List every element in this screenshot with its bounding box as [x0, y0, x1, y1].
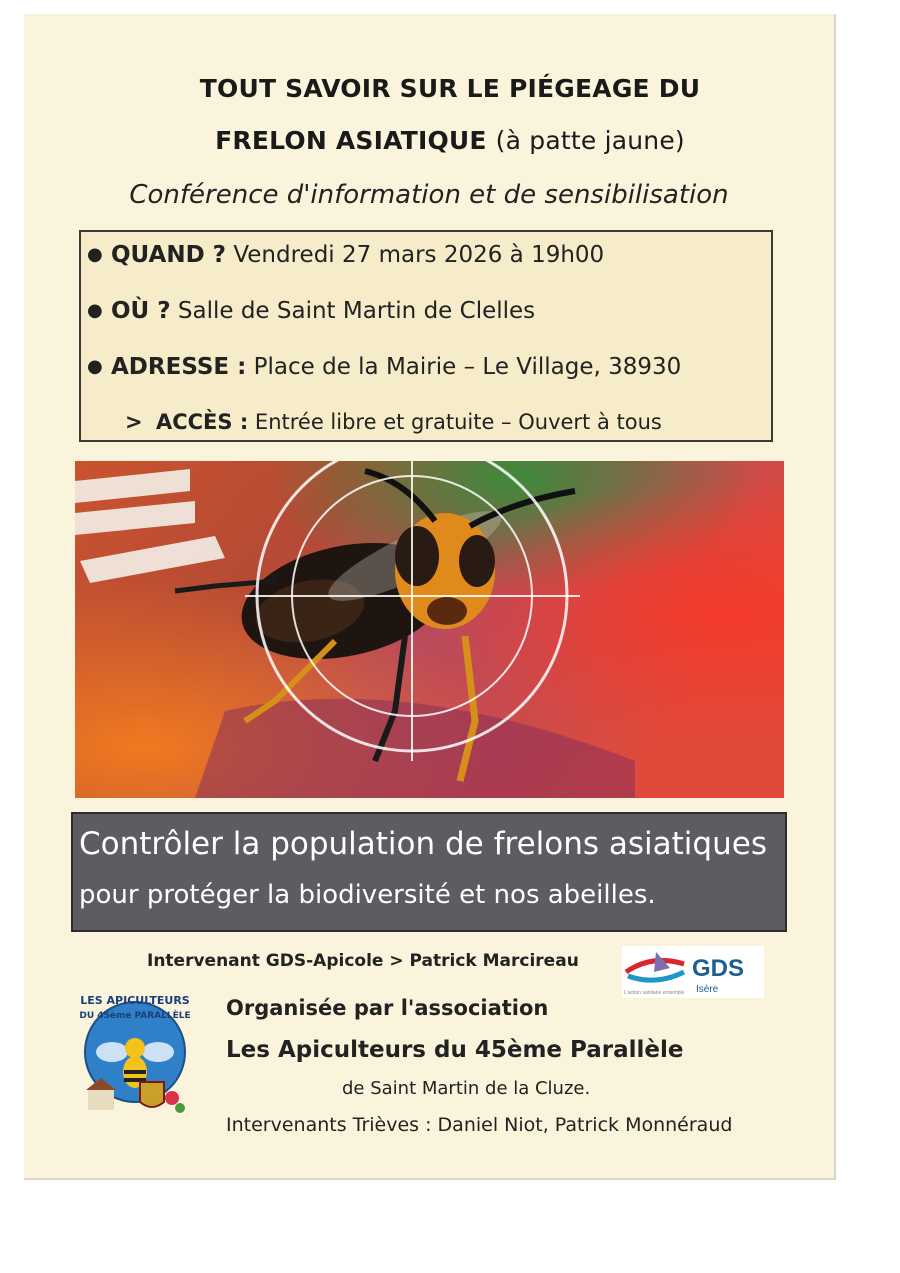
assoc-logo-line2: DU 45ème PARALLÈLE: [80, 1011, 190, 1021]
hornet-photo-illustration: [75, 461, 784, 798]
association-logo: [80, 990, 190, 1120]
where-value: Salle de Saint Martin de Clelles: [177, 298, 536, 324]
bullet-icon: ●: [87, 356, 103, 377]
assoc-logo-line1: LES APICULTEURS: [80, 994, 190, 1007]
gds-logo-mark: [622, 946, 764, 998]
organizer-name: Les Apiculteurs du 45ème Parallèle: [226, 1037, 684, 1063]
address-label: ADRESSE :: [111, 354, 247, 380]
organizer-place: de Saint Martin de la Cluze.: [342, 1078, 591, 1099]
slogan-banner: [71, 812, 787, 932]
address-value: Place de la Mairie – Le Village, 38930: [253, 354, 682, 380]
slogan-line-1: Contrôler la population de frelons asiatiques: [79, 826, 767, 862]
gds-region: Isère: [696, 984, 719, 995]
access-value: Entrée libre et gratuite – Ouvert à tous: [254, 410, 662, 434]
when-value: Vendredi 27 mars 2026 à 19h00: [233, 242, 605, 268]
title-yellow-leg: (à patte jaune): [495, 126, 685, 155]
when-label: QUAND ?: [111, 242, 227, 268]
speaker-line: Intervenant GDS-Apicole > Patrick Marcireau: [147, 951, 579, 971]
info-access: [125, 410, 662, 434]
association-logo-mark: [80, 990, 190, 1120]
organizer-intro: Organisée par l'association: [226, 996, 549, 1020]
bullet-icon: ●: [87, 300, 103, 321]
event-info-box: [79, 230, 773, 442]
info-address: [87, 354, 681, 380]
where-label: OÙ ?: [111, 298, 171, 324]
title-line-2: [0, 126, 900, 155]
gds-tagline: L'action sanitaire ensemble: [624, 990, 685, 996]
title-hornet: FRELON ASIATIQUE: [215, 126, 487, 155]
gds-name: GDS: [692, 955, 745, 982]
slogan-line-2: pour protéger la biodiversité et nos abeilles.: [79, 880, 656, 910]
local-speakers: Intervenants Trièves : Daniel Niot, Patrick Monnéraud: [226, 1114, 733, 1136]
info-where: [87, 298, 535, 324]
access-label: ACCÈS :: [155, 410, 249, 434]
gds-logo: [622, 946, 764, 998]
bullet-icon: ●: [87, 244, 103, 265]
hornet-target-photo: [75, 461, 784, 798]
access-prefix: >: [125, 410, 143, 434]
title-line-1: TOUT SAVOIR SUR LE PIÉGEAGE DU: [199, 74, 701, 103]
info-when: [87, 242, 604, 268]
subtitle: Conférence d'information et de sensibilisation: [129, 180, 729, 210]
